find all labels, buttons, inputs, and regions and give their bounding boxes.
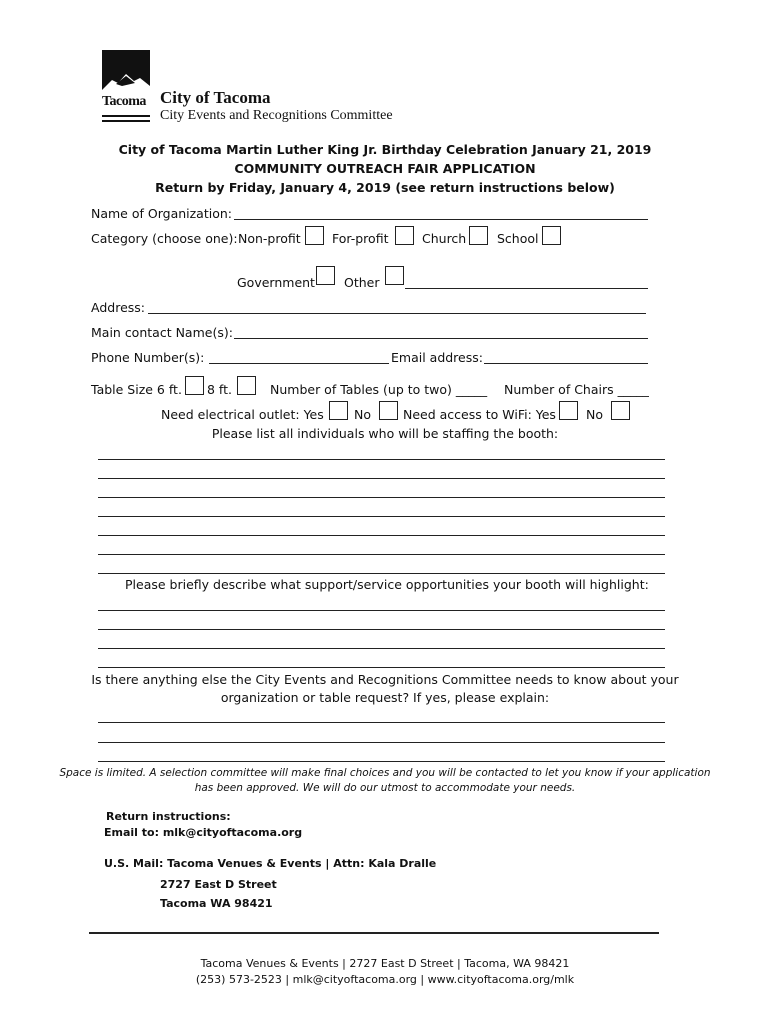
return-heading: Return instructions: [106,810,231,823]
category-school-label: School [497,231,539,246]
contact-label: Main contact Name(s): [91,325,233,340]
support-line[interactable] [98,648,665,649]
support-line[interactable] [98,610,665,611]
support-prompt: Please briefly describe what support/service opportunities your booth will highlight: [125,577,649,592]
return-mail: U.S. Mail: Tacoma Venues & Events | Attn: Kala Dralle [104,857,437,870]
staff-line[interactable] [98,516,665,517]
org-label: Name of Organization: [91,206,232,221]
city-logo [102,50,152,124]
return-email: Email to: mlk@cityoftacoma.org [104,826,303,839]
staff-line[interactable] [98,535,665,536]
org-field[interactable] [234,219,648,220]
address-label: Address: [91,300,145,315]
category-government-label: Government [237,275,315,290]
table-8ft-label: 8 ft. [207,382,232,397]
staff-line[interactable] [98,459,665,460]
title-deadline: Return by Friday, January 4, 2019 (see return instructions below) [155,180,615,195]
support-line[interactable] [98,629,665,630]
category-church-checkbox[interactable] [469,226,488,245]
category-other-label: Other [344,275,380,290]
contact-field[interactable] [234,338,648,339]
category-other-checkbox[interactable] [385,266,404,285]
phone-label: Phone Number(s): [91,350,205,365]
staff-line[interactable] [98,554,665,555]
title-application: COMMUNITY OUTREACH FAIR APPLICATION [234,161,536,176]
email-field[interactable] [484,363,648,364]
category-church-label: Church [422,231,467,246]
staff-line[interactable] [98,497,665,498]
footer-contact: (253) 573-2523 | mlk@cityoftacoma.org | www.cityoftacoma.org/mlk [195,973,575,986]
category-forprofit-label: For-profit [332,231,389,246]
footer-divider [89,932,659,934]
category-label: Category (choose one): [91,231,238,246]
wifi-no-checkbox[interactable] [611,401,630,420]
support-line[interactable] [98,667,665,668]
wifi-yes-checkbox[interactable] [559,401,578,420]
other-line[interactable] [98,722,665,723]
category-nonprofit-checkbox[interactable] [305,226,324,245]
notice-line1: Space is limited. A selection committee will make final choices and you will be contacted to let you know if your application [59,767,711,779]
wifi-label: Need access to WiFi: Yes [403,407,556,422]
electrical-no-label: No [354,407,371,422]
electrical-label: Need electrical outlet: Yes [161,407,324,422]
wifi-no-label: No [586,407,603,422]
logo-text: Tacoma [102,94,146,109]
category-other-field[interactable] [405,288,648,289]
staff-line[interactable] [98,573,665,574]
other-line[interactable] [98,742,665,743]
phone-field[interactable] [209,363,389,364]
table-6ft-checkbox[interactable] [185,376,204,395]
category-government-checkbox[interactable] [316,266,335,285]
table-8ft-checkbox[interactable] [237,376,256,395]
category-school-checkbox[interactable] [542,226,561,245]
category-forprofit-checkbox[interactable] [395,226,414,245]
other-prompt-line1: Is there anything else the City Events and Recognitions Committee needs to know about your [91,672,679,687]
email-label: Email address: [391,350,483,365]
category-nonprofit-label: Non-profit [238,231,301,246]
num-chairs-label: Number of Chairs _____ [504,382,649,397]
return-city: Tacoma WA 98421 [160,897,273,910]
address-field[interactable] [148,313,646,314]
title-event: City of Tacoma Martin Luther King Jr. Birthday Celebration January 21, 2019 [118,142,652,157]
footer-address: Tacoma Venues & Events | 2727 East D Street | Tacoma, WA 98421 [200,957,570,970]
num-tables-label: Number of Tables (up to two) _____ [270,382,488,397]
electrical-no-checkbox[interactable] [379,401,398,420]
notice-line2: has been approved. We will do our utmost to accommodate your needs. [194,782,576,794]
header-committee: City Events and Recognitions Committee [160,108,393,123]
header-city: City of Tacoma [160,88,271,107]
return-street: 2727 East D Street [160,878,277,891]
other-prompt-line2: organization or table request? If yes, please explain: [220,690,550,705]
staff-line[interactable] [98,478,665,479]
other-line[interactable] [98,761,665,762]
staff-prompt: Please list all individuals who will be staffing the booth: [211,426,559,441]
table-size-label: Table Size 6 ft. [91,382,182,397]
electrical-yes-checkbox[interactable] [329,401,348,420]
